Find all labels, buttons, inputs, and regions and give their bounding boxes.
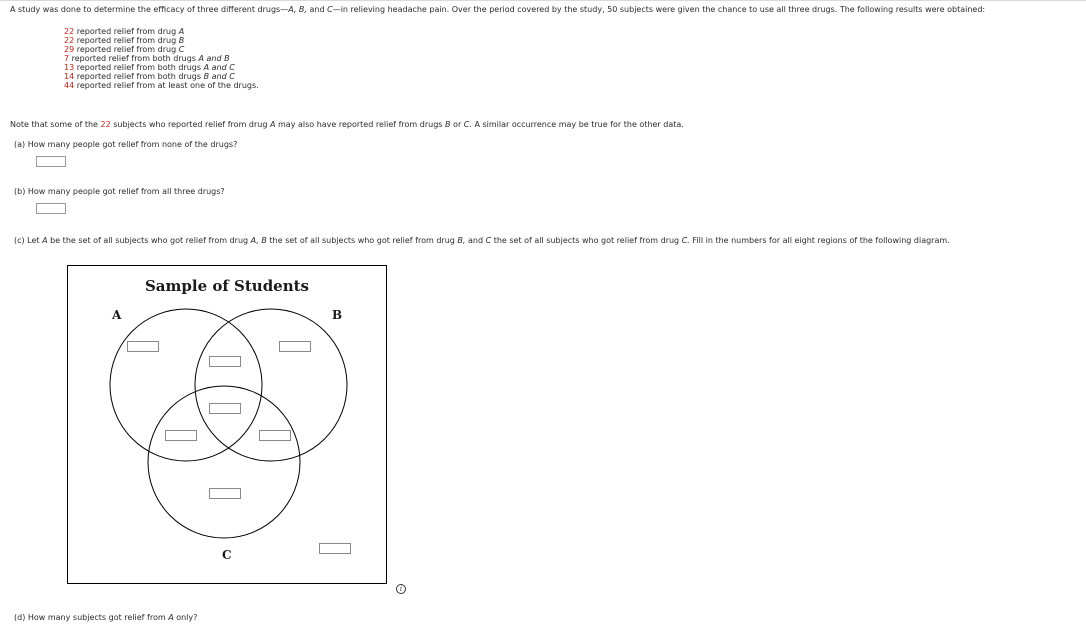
region-abc-input[interactable]: [209, 403, 241, 414]
top-divider: [0, 0, 1086, 1]
intro-text: A study was done to determine the efficacy of three different drugs—A, B, and C—in relieving headache pain. Over the period covered by the study, 50 subjects were given the chance to use all three drugs. The following results were obtained:: [10, 5, 986, 14]
region-b-only-input[interactable]: [279, 341, 311, 352]
region-ac-only-input[interactable]: [165, 430, 197, 441]
region-a-only-input[interactable]: [127, 341, 159, 352]
question-b: (b) How many people got relief from all three drugs?: [14, 187, 225, 196]
venn-diagram: [67, 265, 387, 584]
results-list: [64, 27, 259, 90]
region-ab-only-input[interactable]: [209, 356, 241, 367]
region-none-input[interactable]: [319, 543, 351, 554]
list-item: 22 reported relief from drug A: [64, 27, 185, 36]
list-item: 44 reported relief from at least one of the drugs.: [64, 81, 259, 90]
label-b: B: [332, 308, 343, 322]
answer-a-input[interactable]: [36, 156, 66, 167]
list-item: 7 reported relief from both drugs A and B: [64, 54, 230, 63]
region-bc-only-input[interactable]: [259, 430, 291, 441]
question-a: (a) How many people got relief from none of the drugs?: [14, 140, 238, 149]
list-item: 22 reported relief from drug B: [64, 36, 185, 45]
list-item: 29 reported relief from drug C: [64, 45, 185, 54]
list-item: 13 reported relief from both drugs A and C: [64, 63, 235, 72]
label-a: A: [112, 308, 122, 322]
list-item: 14 reported relief from both drugs B and C: [64, 72, 235, 81]
region-c-only-input[interactable]: [209, 488, 241, 499]
question-c: (c) Let A be the set of all subjects who got relief from drug A, B the set of all subjects who got relief from drug B, and C the set of all subjects who got relief from drug C. Fill in the numbers for all eight regions of the following diagram.: [14, 236, 950, 245]
answer-b-input[interactable]: [36, 203, 66, 214]
info-icon[interactable]: i: [396, 584, 406, 594]
note-text: Note that some of the 22 subjects who reported relief from drug A may also have reported relief from drugs B or C. A similar occurrence may be true for the other data.: [10, 120, 684, 129]
question-d: (d) How many subjects got relief from A only?: [14, 613, 198, 622]
venn-title: Sample of Students: [144, 277, 310, 295]
label-c: C: [222, 548, 232, 562]
